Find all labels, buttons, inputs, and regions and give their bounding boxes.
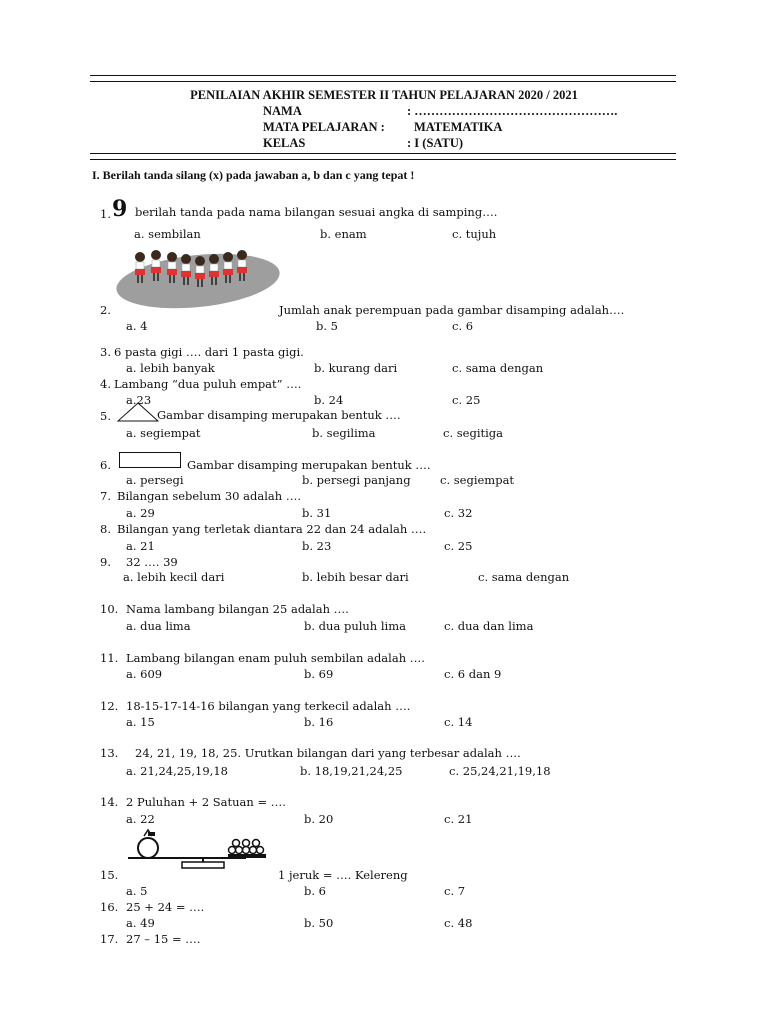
q8-option-b[interactable]: b. 23 bbox=[302, 539, 332, 553]
q4-text: Lambang “dua puluh empat” …. bbox=[114, 377, 302, 391]
q4-option-a[interactable]: a.23 bbox=[126, 393, 152, 407]
q13-option-b[interactable]: b. 18,19,21,24,25 bbox=[300, 764, 403, 778]
q1-text: berilah tanda pada nama bilangan sesuai angka di samping…. bbox=[135, 205, 498, 219]
top-separator bbox=[90, 75, 676, 82]
q12-option-a[interactable]: a. 15 bbox=[126, 715, 155, 729]
q14-option-a[interactable]: a. 22 bbox=[126, 812, 155, 826]
q16-option-c[interactable]: c. 48 bbox=[444, 916, 473, 930]
q11-text: Lambang bilangan enam puluh sembilan adalah …. bbox=[126, 651, 425, 665]
q10-number: 10. bbox=[100, 602, 119, 616]
q9-option-b[interactable]: b. lebih besar dari bbox=[302, 570, 409, 584]
q15-option-c[interactable]: c. 7 bbox=[444, 884, 466, 898]
nama-label: NAMA bbox=[263, 104, 302, 118]
q2-option-a[interactable]: a. 4 bbox=[126, 319, 148, 333]
q16-option-a[interactable]: a. 49 bbox=[126, 916, 155, 930]
q7-option-b[interactable]: b. 31 bbox=[302, 506, 332, 520]
q7-option-a[interactable]: a. 29 bbox=[126, 506, 155, 520]
q16-text: 25 + 24 = …. bbox=[126, 900, 205, 914]
q8-option-a[interactable]: a. 21 bbox=[126, 539, 155, 553]
q6-number: 6. bbox=[100, 458, 111, 472]
q11-option-c[interactable]: c. 6 dan 9 bbox=[444, 667, 502, 681]
q2-option-c[interactable]: c. 6 bbox=[452, 319, 474, 333]
q13-option-a[interactable]: a. 21,24,25,19,18 bbox=[126, 764, 228, 778]
exam-title: PENILAIAN AKHIR SEMESTER II TAHUN PELAJARAN 2020 / 2021 bbox=[190, 88, 578, 102]
q3-option-c[interactable]: c. sama dengan bbox=[452, 361, 544, 375]
q14-option-b[interactable]: b. 20 bbox=[304, 812, 334, 826]
children-illustration bbox=[112, 243, 282, 311]
q2-text: Jumlah anak perempuan pada gambar disamping adalah…. bbox=[279, 303, 625, 317]
q16-option-b[interactable]: b. 50 bbox=[304, 916, 334, 930]
q17-text: 27 – 15 = …. bbox=[126, 932, 201, 946]
q4-option-b[interactable]: b. 24 bbox=[314, 393, 344, 407]
q1-big-number: 9 bbox=[112, 196, 128, 222]
q10-option-a[interactable]: a. dua lima bbox=[126, 619, 191, 633]
q5-number: 5. bbox=[100, 409, 111, 423]
kelas-value: : I (SATU) bbox=[407, 136, 464, 150]
q1-option-a[interactable]: a. sembilan bbox=[134, 227, 201, 241]
q6-option-a[interactable]: a. persegi bbox=[126, 473, 184, 487]
q12-text: 18-15-17-14-16 bilangan yang terkecil adalah …. bbox=[126, 699, 411, 713]
q15-number: 15. bbox=[100, 868, 119, 882]
instruction: I. Berilah tanda silang (x) pada jawaban a, b dan c yang tepat ! bbox=[92, 168, 415, 182]
q11-option-a[interactable]: a. 609 bbox=[126, 667, 163, 681]
q6-text: Gambar disamping merupakan bentuk …. bbox=[187, 458, 431, 472]
q4-option-c[interactable]: c. 25 bbox=[452, 393, 481, 407]
q7-number: 7. bbox=[100, 489, 111, 503]
q9-option-c[interactable]: c. sama dengan bbox=[478, 570, 570, 584]
q14-text: 2 Puluhan + 2 Satuan = …. bbox=[126, 795, 286, 809]
q3-option-a[interactable]: a. lebih banyak bbox=[126, 361, 215, 375]
q9-number: 9. bbox=[100, 555, 111, 569]
q10-option-b[interactable]: b. dua puluh lima bbox=[304, 619, 406, 633]
kelas-label: KELAS bbox=[263, 136, 306, 150]
q13-number: 13. bbox=[100, 746, 119, 760]
mapel-label: MATA PELAJARAN : bbox=[263, 120, 385, 134]
q12-option-c[interactable]: c. 14 bbox=[444, 715, 473, 729]
q5-option-a[interactable]: a. segiempat bbox=[126, 426, 201, 440]
q8-option-c[interactable]: c. 25 bbox=[444, 539, 473, 553]
q12-option-b[interactable]: b. 16 bbox=[304, 715, 334, 729]
q8-number: 8. bbox=[100, 522, 111, 536]
q3-text: 6 pasta gigi …. dari 1 pasta gigi. bbox=[114, 345, 304, 359]
q6-option-b[interactable]: b. persegi panjang bbox=[302, 473, 411, 487]
q14-number: 14. bbox=[100, 795, 119, 809]
q14-option-c[interactable]: c. 21 bbox=[444, 812, 473, 826]
q11-number: 11. bbox=[100, 651, 119, 665]
q5-option-c[interactable]: c. segitiga bbox=[443, 426, 504, 440]
q2-number: 2. bbox=[100, 303, 111, 317]
q7-text: Bilangan sebelum 30 adalah …. bbox=[117, 489, 301, 503]
q13-option-c[interactable]: c. 25,24,21,19,18 bbox=[449, 764, 551, 778]
q3-number: 3. bbox=[100, 345, 111, 359]
q1-option-c[interactable]: c. tujuh bbox=[452, 227, 497, 241]
q15-text: 1 jeruk = …. Kelereng bbox=[278, 868, 408, 882]
q11-option-b[interactable]: b. 69 bbox=[304, 667, 334, 681]
nama-value: : …………………………………………. bbox=[407, 104, 618, 118]
q9-text: 32 …. 39 bbox=[126, 555, 178, 569]
bottom-separator bbox=[90, 153, 676, 160]
rectangle-shape bbox=[119, 452, 181, 468]
q15-option-a[interactable]: a. 5 bbox=[126, 884, 148, 898]
q6-option-c[interactable]: c. segiempat bbox=[440, 473, 515, 487]
q1-option-b[interactable]: b. enam bbox=[320, 227, 367, 241]
triangle-shape bbox=[117, 402, 159, 422]
q5-text: Gambar disamping merupakan bentuk …. bbox=[157, 408, 401, 422]
q10-option-c[interactable]: c. dua dan lima bbox=[444, 619, 534, 633]
q3-option-b[interactable]: b. kurang dari bbox=[314, 361, 398, 375]
q9-option-a[interactable]: a. lebih kecil dari bbox=[123, 570, 225, 584]
q13-text: 24, 21, 19, 18, 25. Urutkan bilangan dari yang terbesar adalah …. bbox=[135, 746, 521, 760]
q5-option-b[interactable]: b. segilima bbox=[312, 426, 376, 440]
q2-option-b[interactable]: b. 5 bbox=[316, 319, 338, 333]
q7-option-c[interactable]: c. 32 bbox=[444, 506, 473, 520]
mapel-value: MATEMATIKA bbox=[414, 120, 503, 134]
q4-number: 4. bbox=[100, 377, 111, 391]
q10-text: Nama lambang bilangan 25 adalah …. bbox=[126, 602, 349, 616]
q17-number: 17. bbox=[100, 932, 119, 946]
q8-text: Bilangan yang terletak diantara 22 dan 24 adalah …. bbox=[117, 522, 427, 536]
q12-number: 12. bbox=[100, 699, 119, 713]
q1-number: 1. bbox=[100, 207, 111, 221]
balance-scale-illustration bbox=[126, 828, 276, 870]
q15-option-b[interactable]: b. 6 bbox=[304, 884, 326, 898]
q16-number: 16. bbox=[100, 900, 119, 914]
